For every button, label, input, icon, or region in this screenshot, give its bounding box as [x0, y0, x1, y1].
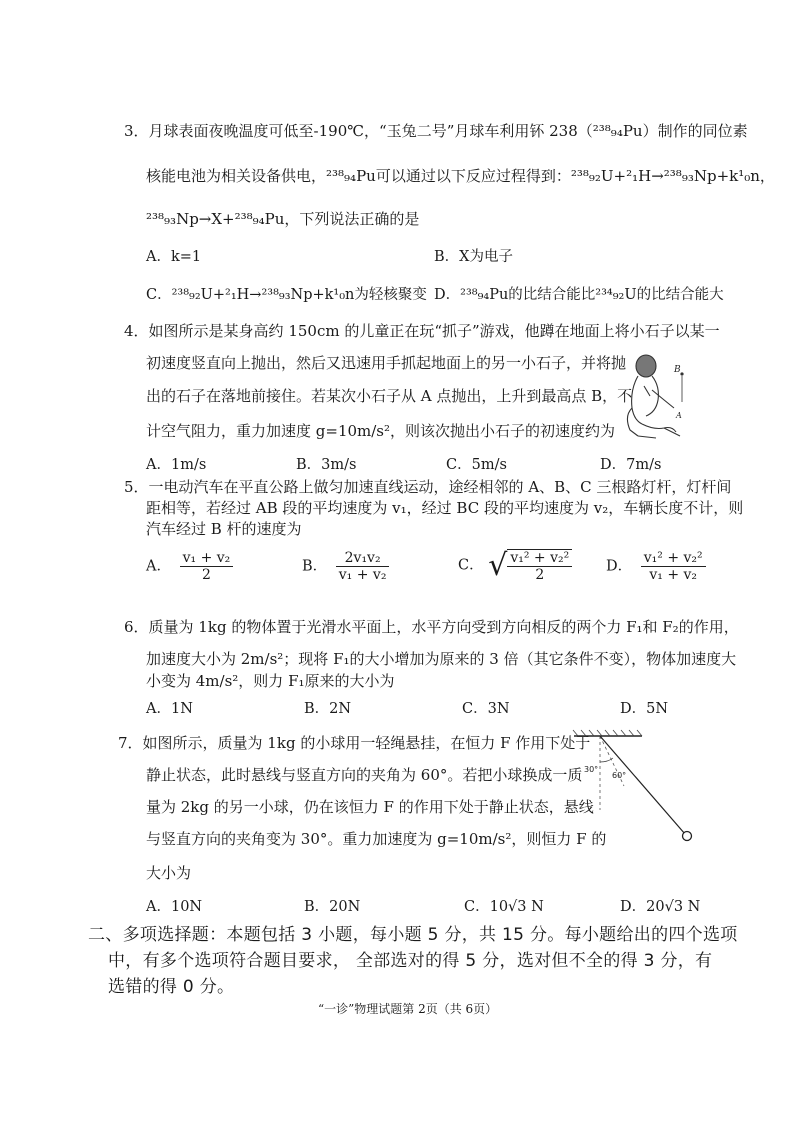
q6-option-a: A．1N: [146, 701, 193, 717]
q5-option-a-label: A．: [146, 558, 171, 575]
q5-option-d-label: D．: [606, 558, 633, 575]
q6-option-c: C．3N: [462, 701, 510, 717]
q5-option-b-fraction: [336, 550, 390, 583]
q7-option-a: A．10N: [146, 899, 203, 915]
q4-line2: 初速度竖直向上抛出，然后又迅速用手抓起地面上的另一小石子，并将抛: [146, 354, 627, 372]
child-playing-figure: [616, 350, 698, 442]
q4-option-b: B．3m/s: [296, 457, 357, 473]
q4-line3: 出的石子在落地前接住。若某次小石子从 A 点抛出，上升到最高点 B，不: [146, 387, 633, 405]
q4-option-c: C．5m/s: [446, 457, 507, 473]
q7-option-b: B．20N: [304, 899, 361, 915]
q5-option-a: [146, 550, 237, 583]
q5-line2: 距相等，若经过 AB 段的平均速度为 v₁，经过 BC 段的平均速度为 v₂，车辆长度不计，则: [146, 499, 744, 517]
q6-option-d: D．5N: [620, 701, 669, 717]
q6-option-b: B．2N: [304, 701, 352, 717]
q6-line2: 加速度大小为 2m/s²；现将 F₁的大小增加为原来的 3 倍（其它条件不变），物体加速度大: [146, 650, 737, 668]
q6-line1: 6．质量为 1kg 的物体置于光滑水平面上，水平方向受到方向相反的两个力 F₁和 F₂的作用，: [124, 618, 739, 636]
q7-option-c: C．10√3 N: [464, 899, 544, 915]
q3-option-d: D．²³⁸₉₄Pu的比结合能比²³⁴₉₂U的比结合能大: [434, 287, 724, 303]
sqrt-sign-icon: √: [488, 548, 508, 583]
q5-option-c-label: C．: [458, 557, 484, 574]
q3-option-c: C．²³⁸₉₂U+²₁H→²³⁸₉₃Np+k¹₀n为轻核聚变: [146, 287, 427, 303]
q4-line1: 4．如图所示是某身高约 150cm 的儿童正在玩“抓子”游戏，他蹲在地面上将小石子以某一: [124, 322, 720, 340]
section2-line3: 选错的得 0 分。: [108, 977, 235, 997]
q3-line1: 3．月球表面夜晚温度可低至-190℃，“玉兔二号”月球车利用钚 238（²³⁸₉₄Pu）制作的同位素: [124, 122, 748, 140]
q4-option-a: A．1m/s: [146, 457, 207, 473]
q6-line3: 小变为 4m/s²，则力 F₁原来的大小为: [146, 672, 395, 690]
q7-line5: 大小为: [146, 864, 192, 882]
q7-line1: 7．如图所示，质量为 1kg 的小球用一轻绳悬挂，在恒力 F 作用下处于: [118, 734, 591, 752]
q5-line1: 5．一电动汽车在平直公路上做匀加速直线运动，途经相邻的 A、B、C 三根路灯杆，灯杆间: [124, 478, 732, 496]
q5-option-c-fraction: [507, 549, 572, 583]
q5-option-a-denominator: 2: [201, 567, 211, 583]
q5-option-d: [606, 550, 710, 583]
q5-option-c-denominator: 2: [535, 566, 545, 583]
q5-option-a-fraction: [180, 550, 234, 583]
q5-option-c: [458, 548, 576, 583]
q3-line3: ²³⁸₉₃Np→X+²³⁸₉₄Pu，下列说法正确的是: [146, 210, 420, 228]
q7-option-d: D．20√3 N: [620, 899, 701, 915]
fig-angle-60: 60°: [612, 771, 627, 780]
q7-line4: 与竖直方向的夹角变为 30°。重力加速度为 g=10m/s²，则恒力 F 的: [146, 830, 607, 848]
q3-option-b: B．X为电子: [434, 249, 513, 265]
fig-angle-30: 30°: [584, 765, 599, 774]
q5-option-b-numerator: 2v₁v₂: [336, 550, 390, 567]
section2-line2: 中，有多个选项符合题目要求， 全部选对的得 5 分，选对但不全的得 3 分，有: [108, 951, 713, 971]
q5-option-d-fraction: [641, 550, 706, 583]
fig-label-a: A: [676, 411, 682, 420]
section2-line1: 二、多项选择题：本题包括 3 小题，每小题 5 分，共 15 分。每小题给出的四个选项: [88, 925, 738, 945]
pendulum-figure: [572, 728, 702, 844]
q5-line3: 汽车经过 B 杆的速度为: [146, 520, 302, 538]
q3-line2: 核能电池为相关设备供电，²³⁸₉₄Pu可以通过以下反应过程得到：²³⁸₉₂U+²₁H→²³⁸₉₃Np+k¹₀n，: [146, 167, 775, 185]
q3-option-a: A．k=1: [146, 249, 202, 265]
q5-option-b: [302, 550, 393, 583]
q7-line2: 静止状态，此时悬线与竖直方向的夹角为 60°。若把小球换成一质: [146, 766, 583, 784]
q5-option-d-denominator: v₁ + v₂: [649, 567, 698, 583]
q5-option-a-numerator: v₁ + v₂: [180, 550, 234, 567]
fig-label-b: B: [674, 365, 681, 375]
q4-line4: 计空气阻力，重力加速度 g=10m/s²，则该次抛出小石子的初速度约为: [146, 422, 616, 440]
q5-option-b-label: B．: [302, 558, 328, 575]
q4-option-d: D．7m/s: [600, 457, 662, 473]
q7-line3: 量为 2kg 的另一小球，仍在该恒力 F 的作用下处于静止状态，悬线: [146, 798, 594, 816]
q5-option-c-numerator: v₁² + v₂²: [507, 550, 572, 567]
q5-option-d-numerator: v₁² + v₂²: [641, 550, 706, 567]
page-footer: “一诊”物理试题第 2页（共 6页）: [318, 1002, 498, 1016]
q5-option-b-denominator: v₁ + v₂: [338, 567, 387, 583]
